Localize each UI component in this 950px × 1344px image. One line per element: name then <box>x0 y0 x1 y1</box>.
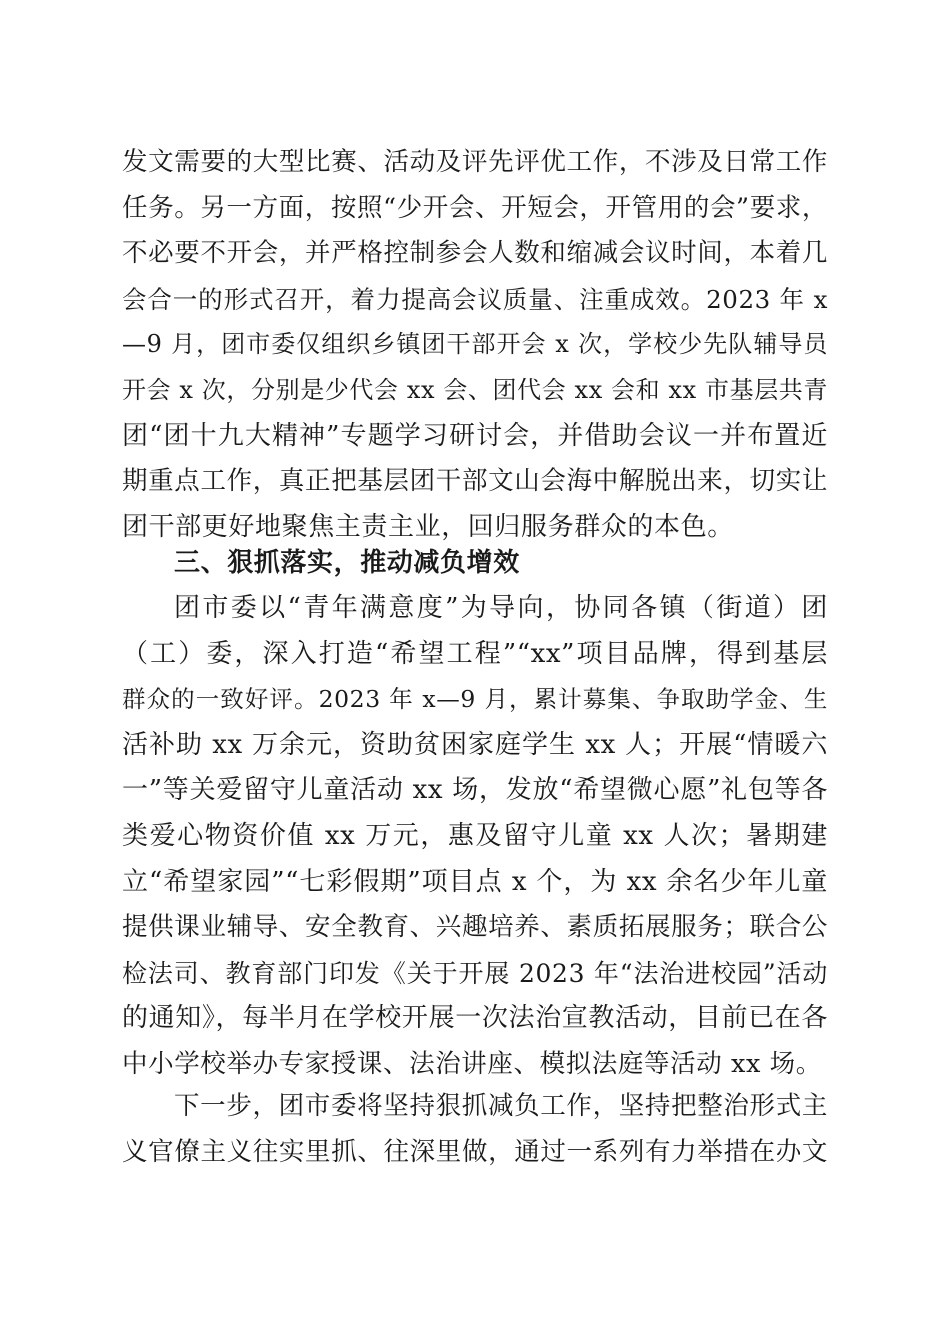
text-line: —9 月，团市委仅组织乡镇团干部开会 x 次，学校少先队辅导员 <box>122 330 828 359</box>
text-line: 不必要不开会，并严格控制参会人数和缩减会议时间，本着几 <box>122 238 828 269</box>
section-heading-block <box>122 541 828 587</box>
text-line: 活补助 xx 万余元，资助贫困家庭学生 xx 人；开展“情暖六 <box>122 729 828 760</box>
text-line: 义官僚主义往实里抓、往深里做，通过一系列有力举措在办文 <box>122 1136 828 1167</box>
text-line: 任务。另一方面，按照“少开会、开短会，开管用的会”要求， <box>122 192 828 223</box>
text-line: 发文需要的大型比赛、活动及评先评优工作，不涉及日常工作 <box>122 147 828 177</box>
text-line: 类爱心物资价值 xx 万元，惠及留守儿童 xx 人次；暑期建 <box>122 820 828 851</box>
text-line: 下一步，团市委将坚持狠抓减负工作，坚持把整治形式主 <box>174 1091 828 1121</box>
section-heading: 三、狠抓落实，推动减负增效 <box>174 548 520 578</box>
paragraph-continued <box>122 140 828 550</box>
text-line: 期重点工作，真正把基层团干部文山会海中解脱出来，切实让 <box>122 466 828 497</box>
text-line: 会合一的形式召开，着力提高会议质量、注重成效。2023 年 x <box>122 284 828 314</box>
text-line: 开会 x 次，分别是少代会 xx 会、团代会 xx 会和 xx 市基层共青 <box>122 375 828 404</box>
closing-paragraph <box>122 1084 828 1175</box>
text-line: 团市委以“青年满意度”为导向，协同各镇（街道）团 <box>174 593 828 623</box>
text-line: 立“希望家园”“七彩假期”项目点 x 个，为 xx 余名少年儿童 <box>122 866 828 897</box>
text-line: 一”等关爱留守儿童活动 xx 场，发放“希望微心愿”礼包等各 <box>122 775 828 806</box>
text-line: 团“团十九大精神”专题学习研讨会，并借助会议一并布置近 <box>122 420 828 451</box>
text-line: 检法司、教育部门印发《关于开展 2023 年“法治进校园”活动 <box>122 958 828 988</box>
text-line: 团干部更好地聚焦主责主业，回归服务群众的本色。 <box>122 511 734 542</box>
text-line: 群众的一致好评。2023 年 x—9 月，累计募集、争取助学金、生 <box>122 685 828 714</box>
text-line: 的通知》，每半月在学校开展一次法治宣教活动，目前已在各 <box>122 1003 828 1034</box>
section-paragraph <box>122 586 828 1088</box>
text-line: 中小学校举办专家授课、法治讲座、模拟法庭等活动 xx 场。 <box>122 1048 822 1079</box>
text-line: 提供课业辅导、安全教育、兴趣培养、素质拓展服务；联合公 <box>122 912 828 943</box>
text-line: （工）委，深入打造“希望工程”“xx”项目品牌，得到基层 <box>122 638 828 669</box>
